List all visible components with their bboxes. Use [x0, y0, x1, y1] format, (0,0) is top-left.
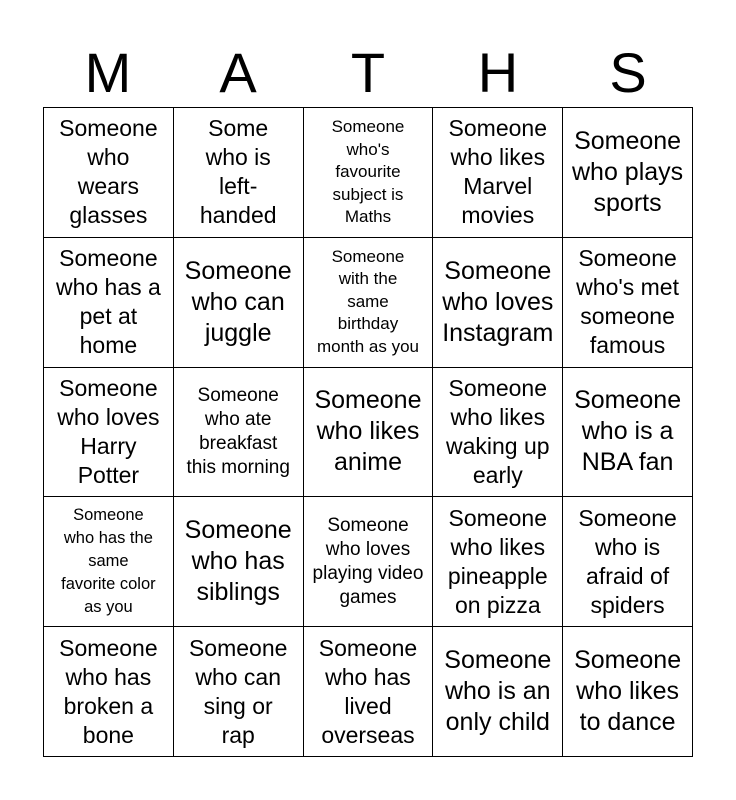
- bingo-cell[interactable]: [563, 368, 693, 498]
- bingo-cell-text: Someone who is a NBA fan: [574, 386, 682, 477]
- bingo-cell[interactable]: [304, 497, 434, 627]
- bingo-header: [43, 40, 693, 106]
- bingo-cell[interactable]: [563, 627, 693, 757]
- bingo-cell-text: Someone who is afraid of spiders: [578, 504, 677, 618]
- bingo-grid: [43, 107, 693, 757]
- bingo-cell[interactable]: [563, 497, 693, 627]
- header-letter-h: H: [477, 41, 519, 104]
- bingo-cell-text: Someone who has broken a bone: [59, 634, 158, 748]
- bingo-cell[interactable]: [433, 238, 563, 368]
- bingo-cell[interactable]: [304, 368, 434, 498]
- bingo-cell[interactable]: [44, 497, 174, 627]
- bingo-cell-text: Someone who's favourite subject is Maths: [331, 117, 405, 227]
- bingo-cell-text: Someone who likes anime: [314, 386, 422, 477]
- bingo-cell-text: Someone who has siblings: [184, 516, 292, 607]
- bingo-cell[interactable]: [44, 627, 174, 757]
- bingo-cell-text: Someone who loves Harry Potter: [57, 374, 160, 488]
- bingo-cell[interactable]: [433, 108, 563, 238]
- bingo-cell-text: Someone with the same birthday month as you: [316, 246, 420, 356]
- header-letter-m: M: [84, 41, 132, 104]
- bingo-cell-text: Someone who loves Instagram: [442, 256, 554, 347]
- bingo-cell-text: Someone who can sing or rap: [188, 634, 288, 748]
- bingo-cell-text: Someone who ate breakfast this morning: [186, 384, 290, 478]
- bingo-cell[interactable]: [563, 108, 693, 238]
- bingo-cell[interactable]: [44, 368, 174, 498]
- bingo-cell[interactable]: [433, 368, 563, 498]
- bingo-cell-text: Someone who likes pineapple on pizza: [447, 504, 548, 618]
- bingo-cell[interactable]: [44, 108, 174, 238]
- bingo-cell[interactable]: [174, 497, 304, 627]
- bingo-cell[interactable]: [174, 627, 304, 757]
- bingo-cell-text: Someone who has a pet at home: [55, 245, 161, 359]
- bingo-cell-text: Some who is left- handed: [199, 115, 277, 229]
- bingo-cell[interactable]: [433, 497, 563, 627]
- bingo-cell[interactable]: [44, 238, 174, 368]
- header-letter-s: S: [609, 41, 647, 104]
- bingo-cell-text: Someone who has lived overseas: [318, 634, 418, 748]
- header-letter-t: T: [350, 41, 386, 104]
- bingo-cell-text: Someone who plays sports: [572, 126, 684, 217]
- bingo-cell-text: Someone who likes waking up early: [446, 374, 550, 488]
- bingo-cell[interactable]: [304, 238, 434, 368]
- bingo-cell-text: Someone who is an only child: [444, 646, 552, 737]
- bingo-cell[interactable]: [433, 627, 563, 757]
- header-letter-a: A: [219, 41, 257, 104]
- bingo-cell-text: Someone who can juggle: [184, 256, 292, 347]
- bingo-cell[interactable]: [563, 238, 693, 368]
- bingo-cell[interactable]: [174, 108, 304, 238]
- bingo-cell[interactable]: [304, 627, 434, 757]
- bingo-cell[interactable]: [174, 238, 304, 368]
- bingo-cell[interactable]: [304, 108, 434, 238]
- bingo-cell-text: Someone who likes to dance: [574, 646, 682, 737]
- bingo-cell-text: Someone who loves playing video games: [312, 514, 424, 608]
- bingo-cell-text: Someone who likes Marvel movies: [448, 115, 548, 229]
- bingo-cell-text: Someone who has the same favorite color as you: [61, 506, 156, 617]
- bingo-cell-text: Someone who's met someone famous: [576, 245, 679, 359]
- bingo-cell-text: Someone who wears glasses: [59, 115, 158, 229]
- bingo-cell[interactable]: [174, 368, 304, 498]
